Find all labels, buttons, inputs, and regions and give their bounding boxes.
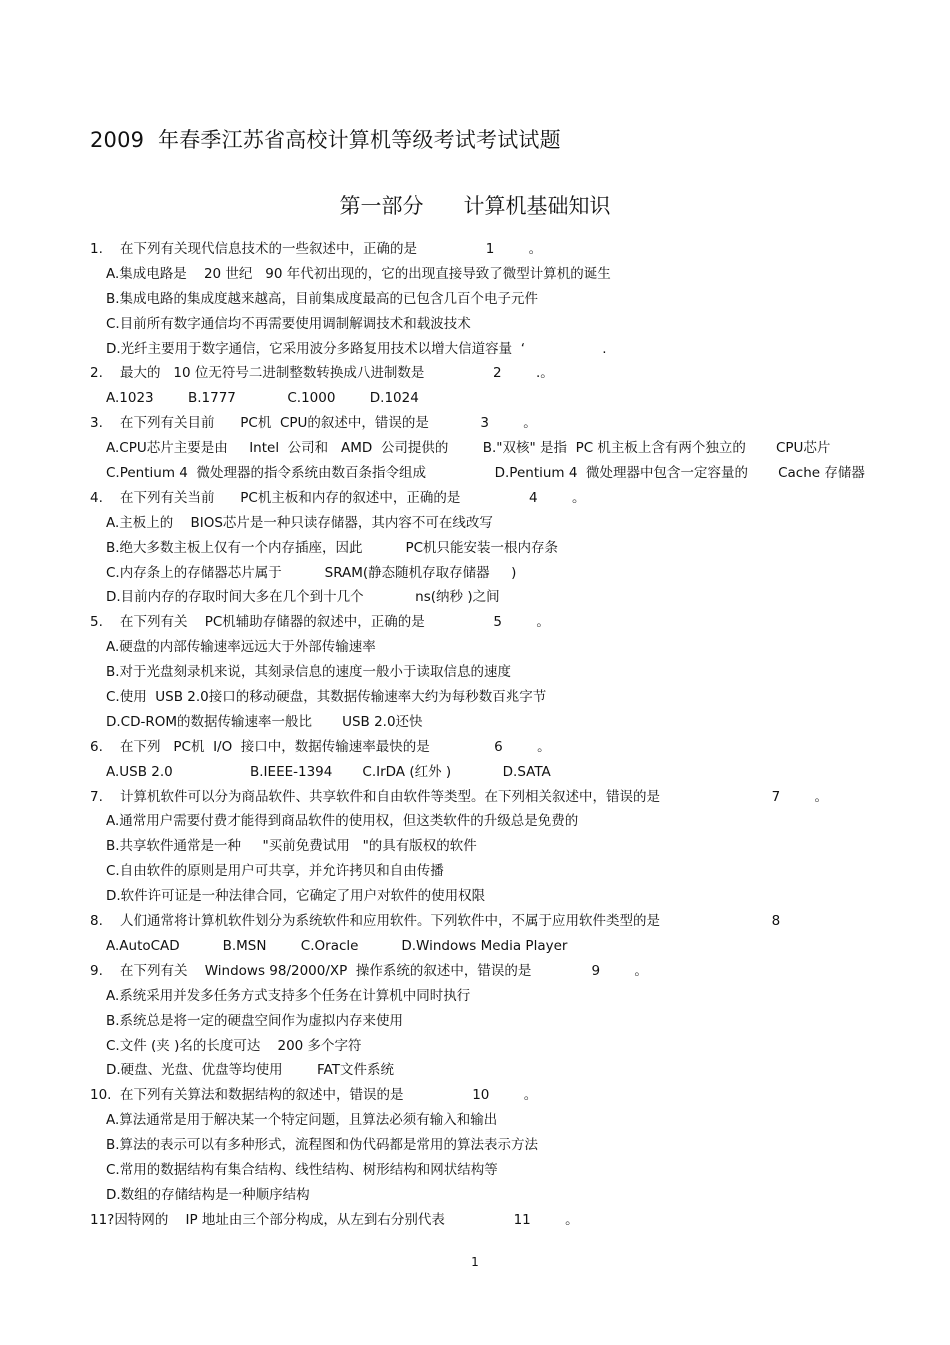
answer-option: C.文件 (夹 )名的长度可达 200 多个字符 — [106, 1037, 362, 1054]
answer-option: B.共享软件通常是一种 "买前免费试用 "的具有版权的软件 — [106, 838, 477, 855]
answer-option: A.集成电路是 20 世纪 90 年代初出现的，它的出现直接导致了微型计算机的诞生 — [106, 265, 611, 282]
answer-option: A.1023 B.1777 C.1000 D.1024 — [106, 390, 419, 407]
answer-option: B.绝大多数主板上仅有一个内存插座，因此 PC机只能安装一根内存条 — [106, 539, 559, 556]
question-stem: 6. 在下列 PC机 I/O 接口中，数据传输速率最快的是 6 。 — [90, 738, 551, 755]
answer-option: A.AutoCAD B.MSN C.Oracle D.Windows Media Player — [106, 937, 568, 954]
answer-option: D.CD-ROM的数据传输速率一般比 USB 2.0还快 — [106, 713, 423, 730]
answer-option: B.系统总是将一定的硬盘空间作为虚拟内存来使用 — [106, 1012, 404, 1029]
question-stem: 7. 计算机软件可以分为商品软件、共享软件和自由软件等类型。在下列相关叙述中，错误的是 7 。 — [90, 788, 829, 805]
answer-option: C.内存条上的存储器芯片属于 SRAM(静态随机存取存储器 ) — [106, 564, 517, 581]
answer-option: A.算法通常是用于解决某一个特定问题，且算法必须有输入和输出 — [106, 1112, 498, 1129]
answer-option: A.通常用户需要付费才能得到商品软件的使用权，但这类软件的升级总是免费的 — [106, 813, 579, 830]
question-list — [90, 237, 910, 1233]
answer-option: C.目前所有数字通信均不再需要使用调制解调技术和载波技术 — [106, 315, 471, 332]
section-title: 第一部分 计算机基础知识 — [339, 194, 611, 218]
answer-option: D.目前内存的存取时间大多在几个到十几个 ns(纳秒 )之间 — [106, 589, 500, 606]
answer-option: C.常用的数据结构有集合结构、线性结构、树形结构和网状结构等 — [106, 1161, 498, 1178]
answer-option: B.集成电路的集成度越来越高，目前集成度最高的已包含几百个电子元件 — [106, 290, 539, 307]
answer-option: D.光纤主要用于数字通信，它采用波分多路复用技术以增大信道容量 ‘ . — [106, 340, 607, 357]
question-stem: 5. 在下列有关 PC机辅助存储器的叙述中，正确的是 5 。 — [90, 614, 550, 631]
question-stem: 1. 在下列有关现代信息技术的一些叙述中，正确的是 1 。 — [90, 241, 543, 257]
question-stem: 9. 在下列有关 Windows 98/2000/XP 操作系统的叙述中，错误的是 9 。 — [90, 962, 648, 979]
question-stem: 8. 人们通常将计算机软件划分为系统软件和应用软件。下列软件中，不属于应用软件类型的是 8 — [90, 913, 781, 930]
answer-option: B.算法的表示可以有多种形式，流程图和伪代码都是常用的算法表示方法 — [106, 1137, 539, 1154]
answer-option: A.主板上的 BIOS芯片是一种只读存储器，其内容不可在线改写 — [106, 514, 493, 531]
question-stem: 4. 在下列有关当前 PC机主板和内存的叙述中，正确的是 4 。 — [90, 489, 586, 506]
answer-option: A.USB 2.0 B.IEEE-1394 C.IrDA (红外 ) D.SATA — [106, 763, 551, 780]
answer-option: B.对于光盘刻录机来说，其刻录信息的速度一般小于读取信息的速度 — [106, 664, 512, 681]
answer-option: A.系统采用并发多任务方式支持多个任务在计算机中同时执行 — [106, 987, 471, 1004]
question-stem: 10. 在下列有关算法和数据结构的叙述中，错误的是 10 。 — [90, 1087, 538, 1104]
exam-title: 2009 年春季江苏省高校计算机等级考试考试试题 — [90, 128, 561, 152]
answer-option: D.软件许可证是一种法律合同，它确定了用户对软件的使用权限 — [106, 888, 486, 905]
page-number: 1 — [471, 1255, 479, 1269]
answer-option: C.Pentium 4 微处理器的指令系统由数百条指令组成 D.Pentium 4 微处理器中包含一定容量的 Cache 存储器 — [106, 465, 865, 482]
question-stem: 2. 最大的 10 位无符号二进制整数转换成八进制数是 2 .。 — [90, 365, 554, 382]
answer-option: D.数组的存储结构是一种顺序结构 — [106, 1186, 310, 1203]
question-stem: 3. 在下列有关目前 PC机 CPU的叙述中，错误的是 3 。 — [90, 415, 537, 432]
question-stem: 11?因特网的 IP 地址由三个部分构成，从左到右分别代表 11 。 — [90, 1211, 579, 1228]
answer-option: D.硬盘、光盘、优盘等均使用 FAT文件系统 — [106, 1062, 394, 1079]
answer-option: C.自由软件的原则是用户可共享，并允许拷贝和自由传播 — [106, 863, 444, 880]
answer-option: C.使用 USB 2.0接口的移动硬盘，其数据传输速率大约为每秒数百兆字节 — [106, 689, 547, 706]
answer-option: A.硬盘的内部传输速率远远大于外部传输速率 — [106, 639, 376, 656]
answer-option: A.CPU芯片主要是由 Intel 公司和 AMD 公司提供的 B."双核" 是指 PC 机主板上含有两个独立的 CPU芯片 — [106, 440, 831, 457]
